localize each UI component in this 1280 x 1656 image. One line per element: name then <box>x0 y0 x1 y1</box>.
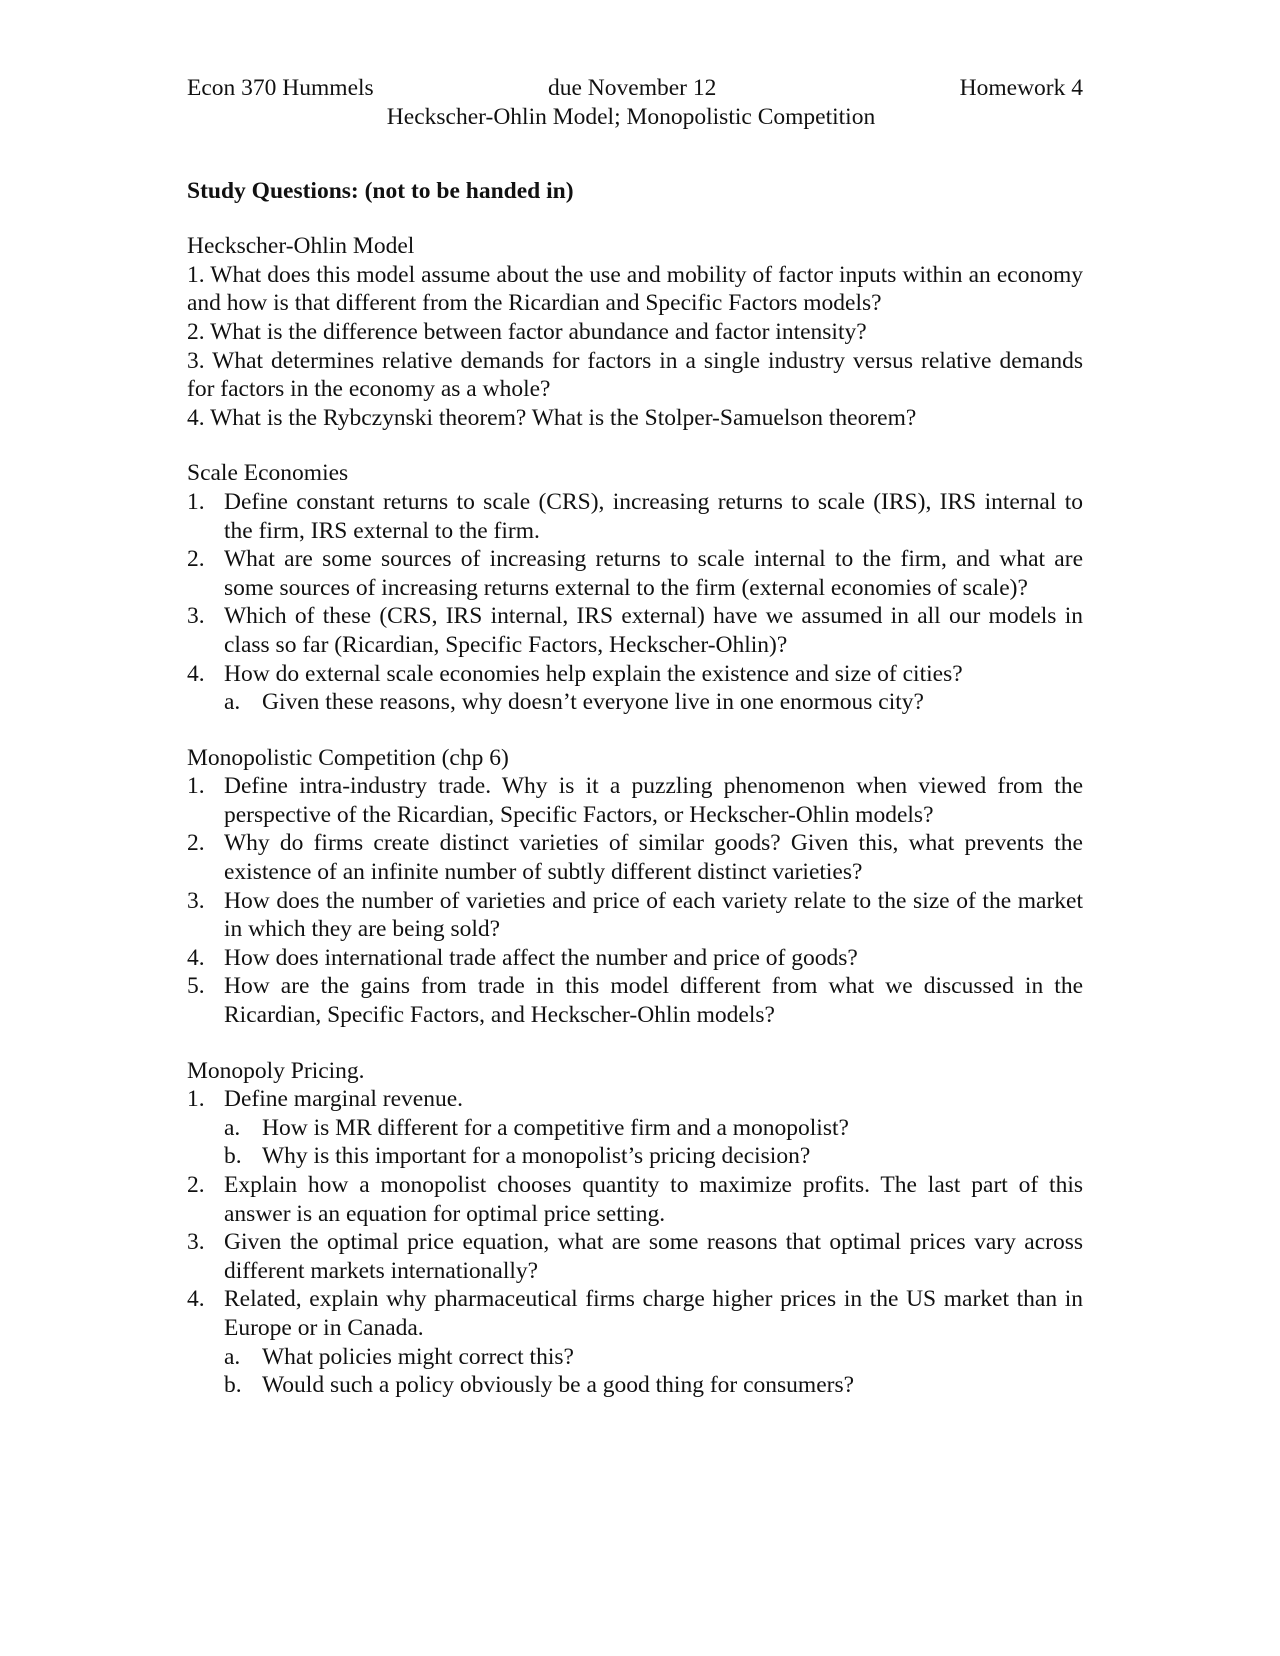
item-text: How does the number of varieties and price of each variety relate to the size of the market in which they are being sold? <box>224 887 1083 943</box>
item-number: 2. <box>187 830 205 857</box>
sub-list-item <box>187 1371 1083 1400</box>
list-item <box>187 488 1083 545</box>
homework-label: Homework 4 <box>959 75 1083 101</box>
list-item <box>187 1085 1083 1114</box>
item-number: 5. <box>187 973 205 1000</box>
section-title: Heckscher-Ohlin Model <box>187 233 415 260</box>
item-text: Related, explain why pharmaceutical firms charge higher prices in the US market than in Europe or in Canada. <box>224 1286 1083 1341</box>
due-date: due November 12 <box>548 75 717 101</box>
list-item <box>187 944 1083 973</box>
list-item <box>187 602 1083 659</box>
item-letter: b. <box>224 1143 242 1170</box>
section-title: Monopoly Pricing. <box>187 1057 365 1084</box>
item-text: How is MR different for a competitive firm and a monopolist? <box>262 1114 849 1141</box>
list-item <box>187 972 1083 1029</box>
item-number: 3. <box>187 887 205 914</box>
header-row <box>187 74 1083 103</box>
list-item <box>187 772 1083 829</box>
item-text: How do external scale economies help explain the existence and size of cities? <box>224 660 963 687</box>
item-number: 3. <box>187 603 205 630</box>
section-monopolistic-competition <box>187 744 1083 1030</box>
item-text: Define intra-industry trade. Why is it a puzzling phenomenon when viewed from the perspective of the Ricardian, Specific Factors, or Heckscher-Ohlin models? <box>224 773 1083 828</box>
item-number: 4. <box>187 944 205 971</box>
item-text: What are some sources of increasing returns to scale internal to the firm, and what are some sources of increasing returns external to the firm (external economies of scale)? <box>224 546 1083 601</box>
item-number: 1. <box>187 488 205 515</box>
sub-list-item <box>187 1114 1083 1143</box>
question-list <box>187 1085 1083 1114</box>
course-label: Econ 370 Hummels <box>187 75 374 101</box>
item-text: Why is this important for a monopolist’s pricing decision? <box>262 1143 811 1170</box>
question: 1. What does this model assume about the use and mobility of factor inputs within an economy and how is that different from the Ricardian and Specific Factors models? <box>187 261 1083 317</box>
item-text: Explain how a monopolist chooses quantity to maximize profits. The last part of this answer is an equation for optimal price setting. <box>224 1172 1083 1227</box>
sub-question-list <box>187 688 1083 717</box>
item-number: 4. <box>187 660 205 687</box>
item-letter: a. <box>224 1343 241 1370</box>
section-scale-economies <box>187 459 1083 716</box>
section-title: Scale Economies <box>187 460 349 487</box>
document-subtitle: Heckscher-Ohlin Model; Monopolistic Competition <box>386 104 876 130</box>
item-text: Why do firms create distinct varieties of similar goods? Given this, what prevents the existence of an infinite number of subtly different distinct varieties? <box>224 830 1083 886</box>
item-text: Which of these (CRS, IRS internal, IRS external) have we assumed in all our models in class so far (Ricardian, Specific Factors, Heckscher-Ohlin)? <box>224 603 1083 658</box>
list-item <box>187 1285 1083 1342</box>
item-letter: a. <box>224 689 241 716</box>
item-number: 2. <box>187 546 205 573</box>
question: 2. What is the difference between factor abundance and factor intensity? <box>187 318 867 345</box>
sub-question-list <box>187 1343 1083 1400</box>
item-text: How are the gains from trade in this model different from what we discussed in the Ricardian, Specific Factors, and Heckscher-Ohlin models? <box>224 973 1083 1029</box>
item-number: 1. <box>187 773 205 800</box>
item-number: 3. <box>187 1229 205 1256</box>
study-questions-heading: Study Questions: (not to be handed in) <box>187 177 574 204</box>
list-item <box>187 1228 1083 1285</box>
section-monopoly-pricing <box>187 1057 1083 1400</box>
sub-list-item <box>187 688 1083 717</box>
question: 3. What determines relative demands for factors in a single industry versus relative demands for factors in the economy as a whole? <box>187 347 1083 403</box>
item-number: 2. <box>187 1172 205 1198</box>
list-item <box>187 660 1083 689</box>
item-text: What policies might correct this? <box>262 1343 574 1370</box>
item-letter: a. <box>224 1114 241 1141</box>
item-letter: b. <box>224 1372 242 1399</box>
list-item <box>187 1171 1083 1228</box>
question: 4. What is the Rybczynski theorem? What is the Stolper-Samuelson theorem? <box>187 404 917 431</box>
section-title: Monopolistic Competition (chp 6) <box>187 744 509 771</box>
question-list <box>187 1171 1083 1343</box>
item-text: Given the optimal price equation, what are some reasons that optimal prices vary across different markets internationally? <box>224 1229 1083 1284</box>
document-page <box>187 74 1083 1400</box>
item-number: 4. <box>187 1286 205 1313</box>
question-list <box>187 488 1083 688</box>
item-text: Define marginal revenue. <box>224 1086 464 1113</box>
list-item <box>187 829 1083 886</box>
section-heckscher-ohlin <box>187 232 1083 432</box>
item-text: Would such a policy obviously be a good thing for consumers? <box>262 1372 855 1399</box>
item-text: Define constant returns to scale (CRS), increasing returns to scale (IRS), IRS internal to the firm, IRS external to the firm. <box>224 488 1083 544</box>
item-number: 1. <box>187 1086 205 1113</box>
list-item <box>187 887 1083 944</box>
sub-list-item <box>187 1142 1083 1171</box>
question-list <box>187 772 1083 1029</box>
list-item <box>187 545 1083 602</box>
sub-question-list <box>187 1114 1083 1171</box>
item-text: How does international trade affect the number and price of goods? <box>224 944 858 971</box>
item-text: Given these reasons, why doesn’t everyone live in one enormous city? <box>262 689 924 716</box>
sub-list-item <box>187 1343 1083 1372</box>
